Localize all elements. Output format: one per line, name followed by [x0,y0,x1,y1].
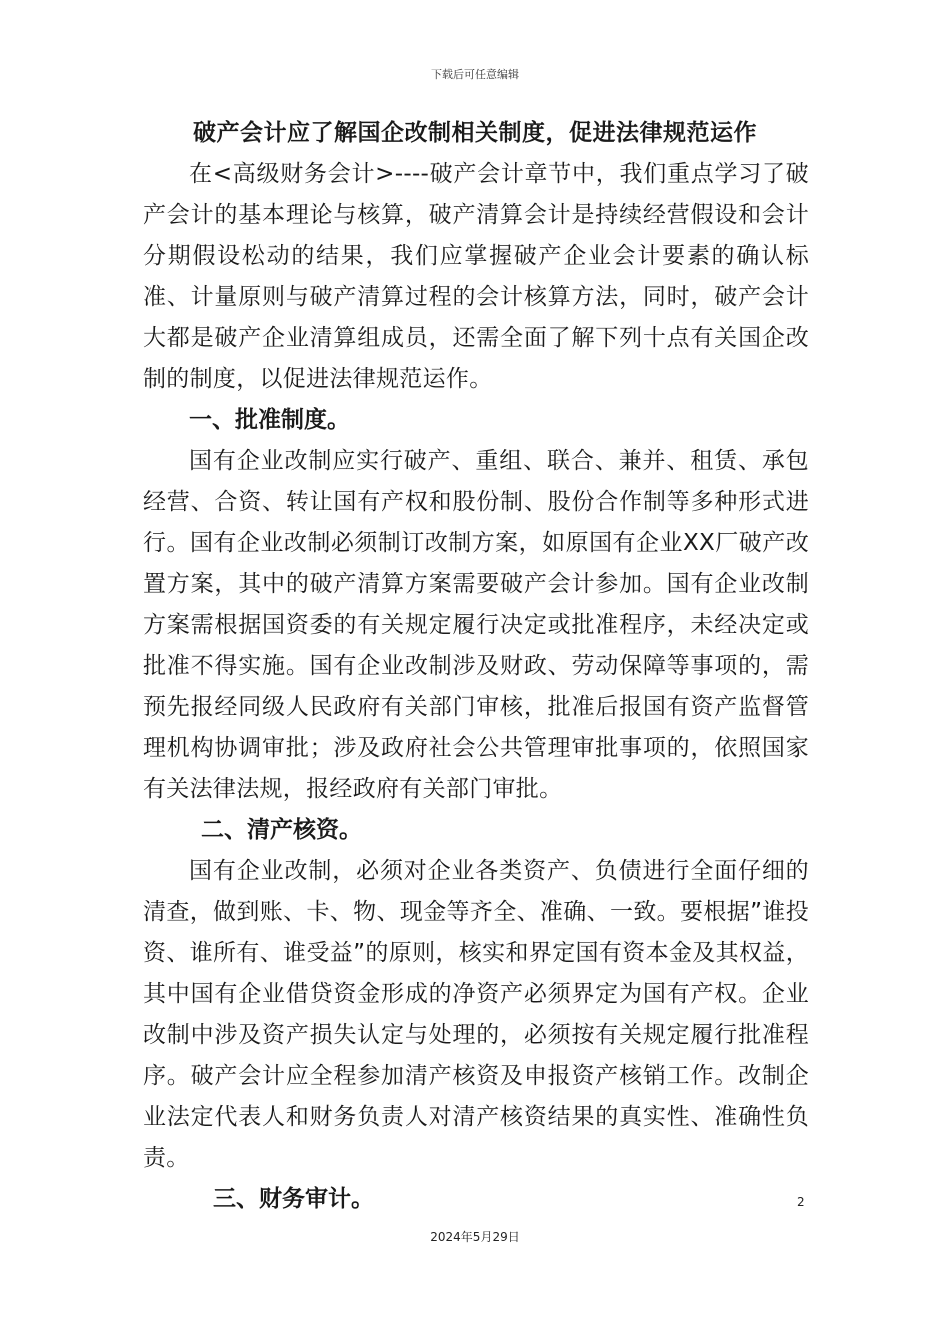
page-number: 2 [797,1195,805,1209]
footer-date: 2024年5月29日 [430,1230,520,1244]
intro-paragraph: 在<高级财务会计>----破产会计章节中，我们重点学习了破产会计的基本理论与核算，破产清算会计是持续经营假设和会计分期假设松动的结果，我们应掌握破产企业会计要素的确认标准、计量原则与破产清算过程的会计核算方法，同时，破产会计大都是破产企业清算组成员，还需全面了解下列十点有关国企改制的制度，以促进法律规范运作。 [143,161,809,392]
section-heading-financial-audit: 三、财务审计。 [213,1186,374,1212]
section-body-asset-verification: 国有企业改制，必须对企业各类资产、负债进行全面仔细的清查，做到账、卡、物、现金等齐全、准确、一致。要根据”谁投资、谁所有、谁受益”的原则，核实和界定国有资本金及其权益，其中国有企业借贷资金形成的净资产必须界定为国有产权。企业改制中涉及资产损失认定与处理的，必须按有关规定履行批准程序。破产会计应全程参加清产核资及申报资产核销工作。改制企业法定代表人和财务负责人对清产核资结果的真实性、准确性负责。 [143,858,809,1171]
document-title: 破产会计应了解国企改制相关制度，促进法律规范运作 [193,120,757,146]
section-heading-approval: 一、批准制度。 [189,407,350,433]
section-heading-asset-verification: 二、清产核资。 [201,817,362,843]
header-note: 下载后可任意编辑 [431,68,519,81]
section-body-approval: 国有企业改制应实行破产、重组、联合、兼并、租赁、承包经营、合资、转让国有产权和股份制、股份合作制等多种形式进行。国有企业改制必须制订改制方案，如原国有企业XX厂破产改置方案，其中的破产清算方案需要破产会计参加。国有企业改制方案需根据国资委的有关规定履行决定或批准程序，未经决定或批准不得实施。国有企业改制涉及财政、劳动保障等事项的，需预先报经同级人民政府有关部门审核，批准后报国有资产监督管理机构协调审批；涉及政府社会公共管理审批事项的，依照国家有关法律法规，报经政府有关部门审批。 [143,448,809,802]
document-body [143,154,809,1220]
